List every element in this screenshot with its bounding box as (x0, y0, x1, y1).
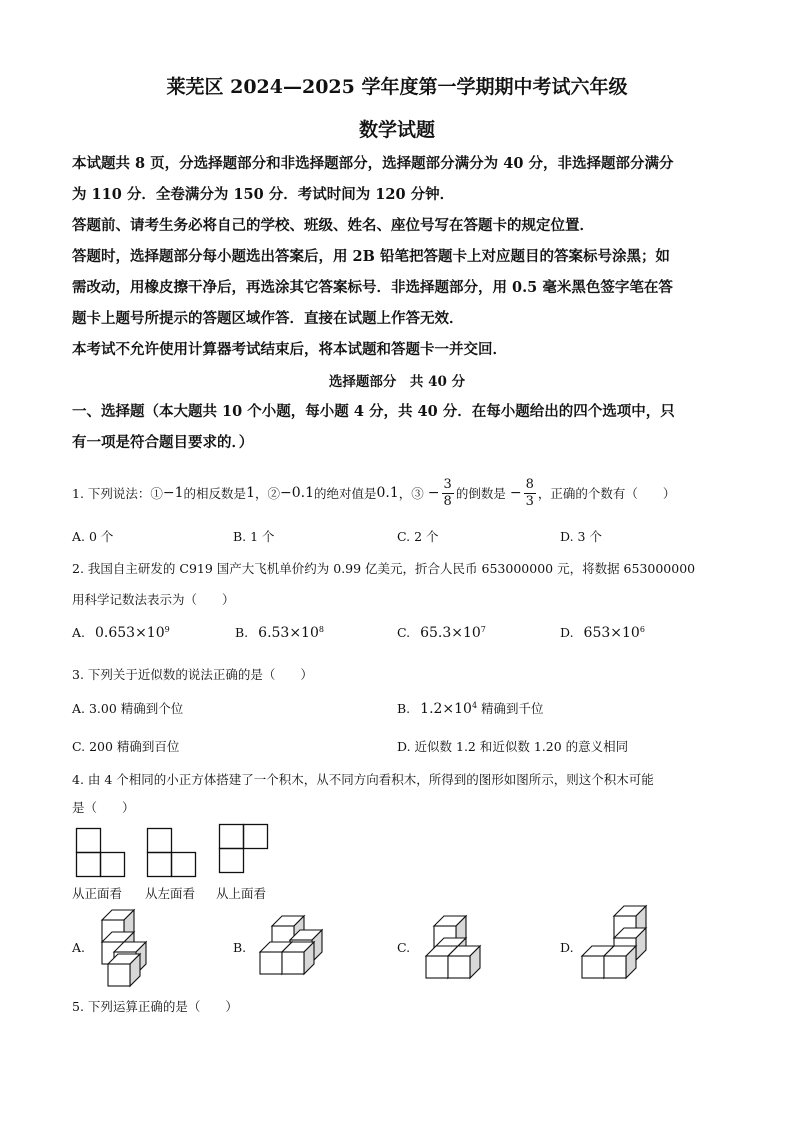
q3-option-d[interactable]: D. 近似数 1.2 和近似数 1.20 的意义相同 (397, 739, 629, 754)
q2-option-d[interactable] (560, 625, 645, 641)
q2-option-d-label: D. (560, 625, 574, 640)
option-d-cube-figure (580, 902, 660, 986)
q1-minus-2: − (509, 485, 522, 501)
q1-minus-1: − (427, 485, 440, 501)
q2-option-b-base: 6.53×10 (258, 625, 319, 641)
question-4-line-1: 4. 由 4 个相同的小正方体搭建了一个积木，从不同方向看积木，所得到的图形如图所示，则这个积木可能 (72, 772, 654, 787)
intro-line-2: 为 110 分．全卷满分为 150 分．考试时间为 120 分钟． (72, 186, 455, 203)
q4-option-d-label[interactable]: D. (560, 940, 574, 955)
q1-text-5: ，③ (398, 486, 424, 501)
q1-math-2: 1 (246, 485, 255, 501)
q3-option-b-text: 精确到千位 (481, 701, 544, 716)
left-view-label: 从左面看 (145, 886, 196, 901)
intro-line-6: 题卡上题号所提示的答题区域作答．直接在试题上作答无效． (72, 310, 464, 327)
q1-option-a[interactable]: A. 0 个 (72, 529, 114, 544)
question-5: 5. 下列运算正确的是（ ） (72, 999, 238, 1014)
q1-option-b[interactable]: B. 1 个 (233, 529, 275, 544)
q4-option-b-label[interactable]: B. (233, 940, 247, 955)
top-view-figure (219, 824, 269, 874)
q3-option-b-label: B. (397, 701, 411, 716)
q1-fraction-1-numerator: 3 (443, 476, 452, 492)
question-1 (72, 468, 675, 518)
q1-option-d[interactable]: D. 3 个 (560, 529, 602, 544)
q3-option-b-exp: 4 (471, 701, 478, 710)
q1-text-4: 的绝对值是 (314, 486, 377, 501)
q2-option-b-exp: 8 (318, 625, 324, 634)
option-c-cube-figure (424, 906, 504, 986)
option-a-cube-figure (96, 906, 156, 986)
front-view-label: 从正面看 (72, 886, 123, 901)
q4-option-a-label[interactable]: A. (72, 940, 86, 955)
question-2-line-2: 用科学记数法表示为（ ） (72, 592, 235, 607)
q2-option-a-exp: 9 (164, 625, 170, 634)
section-heading-line-1: 一、选择题（本大题共 10 个小题，每小题 4 分，共 40 分．在每小题给出的四个选项中，只 (72, 403, 675, 420)
q1-fraction-2 (524, 477, 536, 510)
q1-text-1: 1. 下列说法：① (72, 486, 163, 501)
intro-line-3: 答题前、请考生务必将自己的学校、班级、姓名、座位号写在答题卡的规定位置． (72, 217, 594, 234)
intro-line-1: 本试题共 8 页，分选择题部分和非选择题部分，选择题部分满分为 40 分，非选择题部分满分 (72, 155, 674, 172)
q2-option-b-label: B. (235, 625, 249, 640)
option-b-cube-figure (258, 906, 338, 986)
question-4-line-2: 是（ ） (72, 800, 135, 815)
exam-title: 莱芜区 2024—2025 学年度第一学期期中考试六年级 (166, 76, 628, 98)
cube (282, 942, 314, 974)
q2-option-b[interactable] (235, 625, 324, 641)
left-view-figure (147, 828, 197, 878)
cube (108, 954, 140, 986)
q1-text-3: ，② (254, 486, 280, 501)
section-heading-line-2: 有一项是符合题目要求的．） (72, 434, 254, 451)
top-view-label: 从上面看 (216, 886, 267, 901)
q2-option-c-exp: 7 (480, 625, 486, 634)
q1-math-1: −1 (162, 485, 184, 501)
q3-option-b-base: 1.2×10 (420, 701, 472, 717)
q1-math-4: 0.1 (376, 485, 399, 501)
q2-option-c-label: C. (397, 625, 411, 640)
part-heading: 选择题部分 共 40 分 (328, 374, 466, 390)
q2-option-a[interactable] (72, 625, 170, 641)
intro-line-5: 需改动，用橡皮擦干净后，再选涂其它答案标号．非选择题部分，用 0.5 毫米黑色签字笔在答 (72, 279, 673, 296)
q3-option-b[interactable] (397, 699, 544, 717)
q2-option-d-exp: 6 (639, 625, 645, 634)
q1-fraction-1 (442, 477, 454, 510)
q4-option-c-label[interactable]: C. (397, 940, 411, 955)
q1-text-2: 的相反数是 (183, 486, 247, 501)
q2-option-a-base: 0.653×10 (95, 625, 165, 641)
q3-option-c[interactable]: C. 200 精确到百位 (72, 739, 180, 754)
q1-fraction-2-numerator: 8 (525, 476, 534, 492)
cube (604, 946, 636, 978)
q3-option-a[interactable]: A. 3.00 精确到个位 (72, 701, 184, 716)
q1-fraction-1-denominator: 8 (443, 493, 452, 509)
front-view-figure (76, 828, 126, 878)
question-2-line-1: 2. 我国自主研发的 C919 国产大飞机单价约为 0.99 亿美元，折合人民币 653000000 元，将数据 653000000 (72, 561, 696, 576)
q2-option-d-base: 653×10 (583, 625, 640, 641)
question-3: 3. 下列关于近似数的说法正确的是（ ） (72, 667, 313, 682)
q1-text-7: ，正确的个数有（ ） (537, 486, 676, 501)
intro-line-4: 答题时，选择题部分每小题选出答案后，用 2B 铅笔把答题卡上对应题目的答案标号涂黑；如 (72, 248, 670, 265)
q2-option-c-base: 65.3×10 (420, 625, 481, 641)
intro-line-7: 本考试不允许使用计算器考试结束后，将本试题和答题卡一并交回． (72, 341, 507, 358)
exam-subtitle: 数学试题 (358, 119, 435, 141)
q2-option-a-label: A. (72, 625, 86, 640)
q1-text-6: 的倒数是 (455, 486, 506, 501)
q2-option-c[interactable] (397, 625, 486, 641)
q1-option-c[interactable]: C. 2 个 (397, 529, 439, 544)
cube (448, 946, 480, 978)
q1-math-3: −0.1 (280, 485, 314, 501)
q1-fraction-2-denominator: 3 (525, 493, 534, 509)
